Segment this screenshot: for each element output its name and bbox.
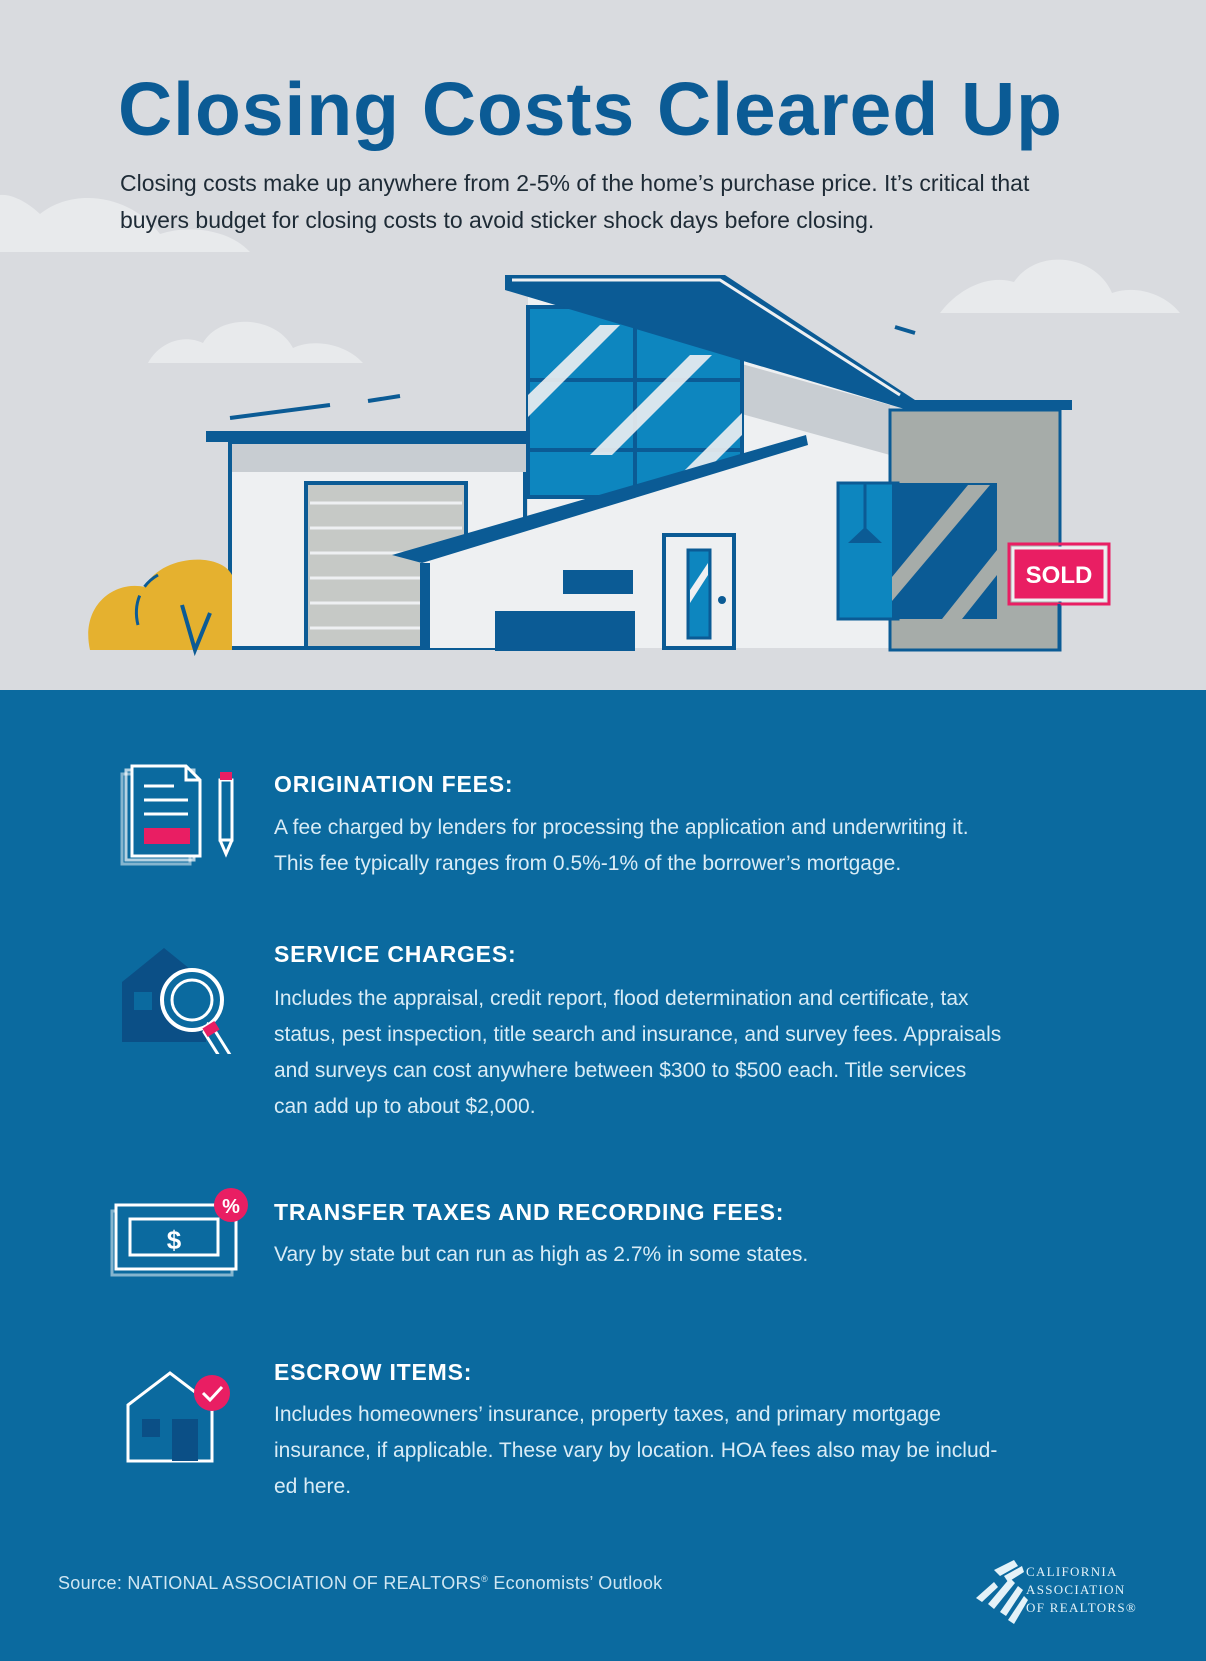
description-line: status, pest inspection, title search and insurance, and survey fees. Appraisals [274, 1023, 1002, 1046]
source-prefix: Source: NATIONAL ASSOCIATION OF REALTORS [58, 1573, 482, 1593]
section-description [274, 810, 1094, 882]
section-heading: TRANSFER TAXES AND RECORDING FEES: [274, 1199, 785, 1225]
sold-sign-text: SOLD [1025, 562, 1093, 589]
section-description [274, 1397, 1094, 1505]
house-magnifier-icon [108, 934, 258, 1054]
right-window-dark [892, 483, 997, 619]
intro-line-1: Closing costs make up anywhere from 2-5% of the home’s purchase price. It’s critical that [120, 170, 1030, 196]
section-heading: ORIGINATION FEES: [274, 771, 514, 797]
car-logo-text [1026, 1563, 1196, 1617]
front-window [563, 570, 633, 594]
page-title: Closing Costs Cleared Up [118, 67, 1063, 151]
logo-line-1: CALIFORNIA [1026, 1564, 1118, 1579]
logo-line-3: OF REALTORS® [1026, 1600, 1138, 1615]
description-line: can add up to about $2,000. [274, 1095, 536, 1118]
front-wall-left [420, 563, 430, 648]
left-wing-roof [206, 431, 528, 442]
roof-dash-right [895, 327, 915, 333]
intro-line-2: buyers budget for closing costs to avoid sticker shock days before closing. [120, 207, 875, 233]
bush [88, 560, 232, 650]
section-heading: ESCROW ITEMS: [274, 1359, 473, 1385]
description-line: and surveys can cost anywhere between $300 to $500 each. Title services [274, 1059, 967, 1082]
left-roof-dash-2 [368, 396, 400, 401]
source-suffix: Economists’ Outlook [488, 1573, 663, 1593]
description-line: This fee typically ranges from 0.5%-1% of the borrower’s mortgage. [274, 852, 902, 875]
description-line: Includes the appraisal, credit report, flood determination and certificate, tax [274, 987, 969, 1010]
bill-dollar-sign: $ [166, 1225, 182, 1255]
section-description [274, 981, 1094, 1125]
front-bench [495, 611, 635, 651]
source-trademark: ® [481, 1574, 489, 1584]
dollar-bill-percent-icon [108, 1187, 258, 1307]
logo-line-2: ASSOCIATION [1026, 1582, 1126, 1597]
section-description [274, 1237, 1094, 1273]
door-knob [718, 596, 726, 604]
intro-text [120, 165, 1100, 239]
description-line: ed here. [274, 1475, 352, 1498]
house-check-icon [108, 1365, 258, 1485]
section-heading: SERVICE CHARGES: [274, 941, 517, 967]
document-pencil-icon [108, 760, 258, 880]
description-line: Vary by state but can run as high as 2.7% in some states. [274, 1243, 809, 1266]
description-line: insurance, if applicable. These vary by location. HOA fees also may be includ- [274, 1439, 998, 1462]
right-window-blue [838, 483, 898, 619]
percent-badge: % [222, 1196, 240, 1218]
left-roof-dash [230, 405, 330, 418]
description-line: Includes homeowners’ insurance, property taxes, and primary mortgage [274, 1403, 941, 1426]
description-line: A fee charged by lenders for processing the application and underwriting it. [274, 816, 969, 839]
left-wing-shadow [232, 444, 526, 472]
house-illustration [0, 245, 1206, 695]
source-citation [58, 1573, 662, 1594]
